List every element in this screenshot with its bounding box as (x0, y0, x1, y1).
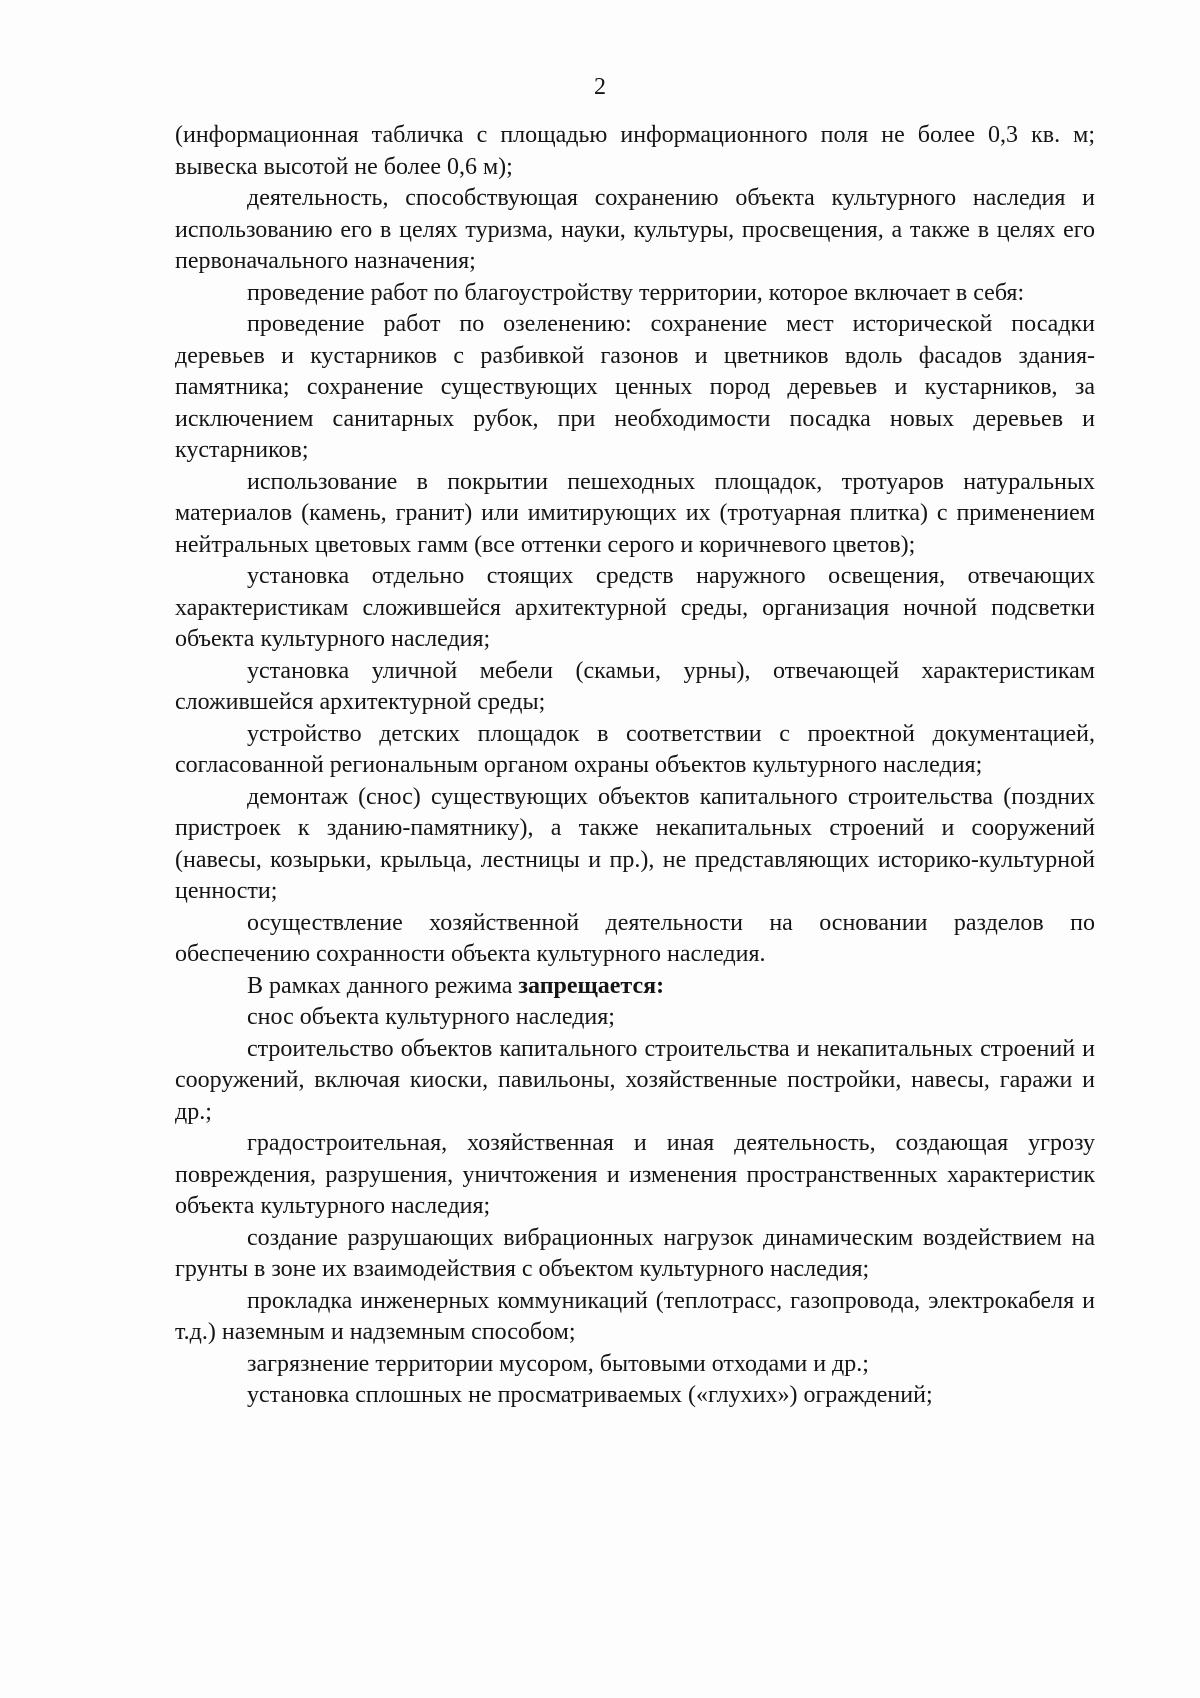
prohibition-item: строительство объектов капитального строительства и некапитальных строений и сооружений, включая киоски, павильоны, хозяйственные постройки, навесы, гаражи и др.; (175, 1035, 1095, 1125)
paragraph: устройство детских площадок в соответствии с проектной документацией, согласованной региональным органом охраны объектов культурного наследия; (175, 720, 1095, 778)
prohibition-item: создание разрушающих вибрационных нагрузок динамическим воздействием на грунты в зоне их взаимодействия с объектом культурного наследия; (175, 1224, 1095, 1282)
prohibition-item: прокладка инженерных коммуникаций (теплотрасс, газопровода, электрокабеля и т.д.) наземным и надземным способом; (175, 1287, 1095, 1345)
prohibition-item: загрязнение территории мусором, бытовыми отходами и др.; (247, 1350, 869, 1377)
page-number: 2 (594, 74, 606, 100)
paragraph: использование в покрытии пешеходных площадок, тротуаров натуральных материалов (камень, гранит) или имитирующих их (тротуарная плитка) с применением нейтральных цветовых гамм (все оттенки серого и коричневого цветов); (175, 468, 1095, 558)
paragraph: проведение работ по благоустройству территории, которое включает в себя: (247, 279, 1025, 306)
paragraph: демонтаж (снос) существующих объектов капитального строительства (поздних пристроек к зданию-памятнику), а также некапитальных строений и сооружений (навесы, козырьки, крыльца, лестницы и пр.), не представляющих историко-культурной ценности; (175, 783, 1095, 904)
paragraph: осуществление хозяйственной деятельности на основании разделов по обеспечению сохранности объекта культурного наследия. (175, 909, 1095, 967)
paragraph: деятельность, способствующая сохранению объекта культурного наследия и использованию его в целях туризма, науки, культуры, просвещения, а также в целях его первоначального назначения; (175, 185, 1095, 274)
document-body (175, 120, 1095, 1412)
prohibition-item: установка сплошных не просматриваемых («глухих») ограждений; (247, 1382, 933, 1408)
prohibition-item: градостроительная, хозяйственная и иная деятельность, создающая угрозу повреждения, разрушения, уничтожения и изменения пространственных характеристик объекта культурного наследия; (175, 1130, 1095, 1219)
paragraph: проведение работ по озеленению: сохранение мест исторической посадки деревьев и кустарников с разбивкой газонов и цветников вдоль фасадов здания-памятника; сохранение существующих ценных пород деревьев и кустарников, за исключением санитарных рубок, при необходимости посадка новых деревьев и кустарников; (175, 311, 1095, 463)
prohibition-item: снос объекта культурного наследия; (247, 1004, 615, 1030)
prohibition-intro-text: В рамках данного режима (247, 972, 519, 999)
paragraph: установка отдельно стоящих средств наружного освещения, отвечающих характеристикам сложившейся архитектурной среды, организация ночной подсветки объекта культурного наследия; (175, 563, 1095, 652)
prohibition-intro (175, 971, 1095, 1003)
prohibition-intro-bold: запрещается: (518, 972, 665, 999)
paragraph: (информационная табличка с площадью информационного поля не более 0,3 кв. м; вывеска высотой не более 0,6 м); (175, 122, 1095, 180)
paragraph: установка уличной мебели (скамьи, урны), отвечающей характеристикам сложившейся архитектурной среды; (175, 657, 1095, 715)
